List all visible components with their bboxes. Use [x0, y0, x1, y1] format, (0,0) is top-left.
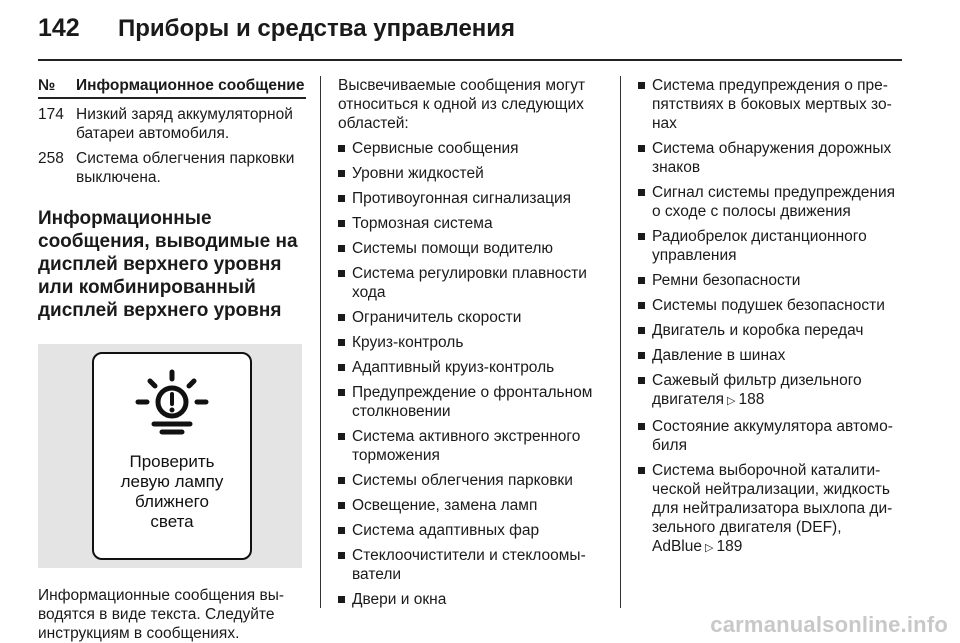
list-item: Давление в шинах: [638, 346, 906, 365]
column-middle: [338, 76, 608, 609]
table-cell-message: Низкий заряд аккумуляторной батареи автомобиля.: [76, 106, 293, 142]
list-item: Противоугонная сигнализация: [338, 189, 608, 208]
page-reference-arrow-icon[interactable]: ▷: [727, 395, 736, 407]
list-item: Сигнал системы предупреждения о сходе с полосы движения: [638, 183, 906, 221]
column-divider: [620, 76, 621, 608]
table-head-number: №: [38, 77, 56, 94]
list-item: Система адаптивных фар: [338, 521, 608, 540]
exterior-lamp-warning-icon: [134, 368, 210, 438]
list-item: Система выборочной каталитической нейтрализации, жидкость для нейтрализатора выхлопа дизельного двигателя (DEF), AdBlue ▷ 189: [638, 461, 906, 558]
list-item: Круиз-контроль: [338, 333, 608, 352]
page-reference-arrow-icon[interactable]: ▷: [704, 542, 714, 554]
list-item: Уровни жидкостей: [338, 164, 608, 183]
category-list: [338, 139, 608, 609]
table-head-message: Информационное сообщение: [76, 77, 305, 94]
category-list-continued: [638, 76, 906, 558]
list-item: Ремни безопасности: [638, 271, 906, 290]
list-item: Система активного экстренного торможения: [338, 427, 608, 465]
table-cell-number: 258: [38, 150, 64, 167]
display-line: Проверить: [129, 452, 215, 471]
page-title: Приборы и средства управления: [118, 15, 516, 42]
section-heading: Информационные сообщения, выводимые на дисплей верхнего уровня или комбинированный дисплей верхнего уровня: [38, 208, 298, 321]
list-item: Радиобрелок дистанционного управления: [638, 227, 906, 265]
list-item: Система предупреждения о препятствиях в боковых мертвых зонах: [638, 76, 906, 133]
list-item: Системы облегчения парковки: [338, 471, 608, 490]
display-line: ближнего: [135, 492, 209, 511]
list-item: Освещение, замена ламп: [338, 496, 608, 515]
list-item: Двигатель и коробка передач: [638, 321, 906, 340]
list-item: Двери и окна: [338, 590, 608, 609]
list-item: Система обнаружения дорожных знаков: [638, 139, 906, 177]
display-line: света: [150, 512, 194, 531]
watermark: carmanualsonline.info: [710, 612, 948, 637]
table-cell-number: 174: [38, 106, 64, 123]
list-item: Сервисные сообщения: [338, 139, 608, 158]
list-item: Предупреждение о фронтальном столкновении: [338, 383, 608, 421]
display-line: левую лампу: [120, 472, 224, 491]
page-number: 142: [38, 14, 80, 42]
page-header: [0, 0, 960, 60]
list-item: Ограничитель скорости: [338, 308, 608, 327]
intro-text: Высвечиваемые сообщения могут относиться к одной из следующих областей:: [338, 77, 586, 132]
list-item: Система регулировки плавности хода: [338, 264, 608, 302]
list-item: Адаптивный круиз-контроль: [338, 358, 608, 377]
list-item: Состояние аккумулятора автомобиля: [638, 417, 906, 455]
table-row: [38, 149, 306, 187]
column-right: [638, 76, 906, 558]
list-item: Системы подушек безопасности: [638, 296, 906, 315]
list-item: Стеклоочистители и стеклоомыватели: [338, 546, 608, 584]
table-row: [38, 105, 306, 143]
column-left: [38, 76, 306, 643]
display-panel: [92, 352, 252, 560]
table-cell-message: Система облегчения парковки выключена.: [76, 150, 295, 186]
list-item: Системы помощи водителю: [338, 239, 608, 258]
column-divider: [320, 76, 321, 608]
list-item: Сажевый фильтр дизельного двигателя ▷ 188: [638, 371, 906, 411]
page-reference[interactable]: 188: [738, 391, 765, 408]
header-rule: [38, 59, 902, 61]
message-table-header: [38, 76, 306, 99]
list-item: Тормозная система: [338, 214, 608, 233]
page-reference[interactable]: 189: [716, 538, 743, 555]
display-figure: [38, 344, 302, 568]
display-message: [94, 452, 250, 532]
info-paragraph: Информационные сообщения выводятся в виде текста. Следуйте инструкциям в сообщениях.: [38, 587, 285, 642]
